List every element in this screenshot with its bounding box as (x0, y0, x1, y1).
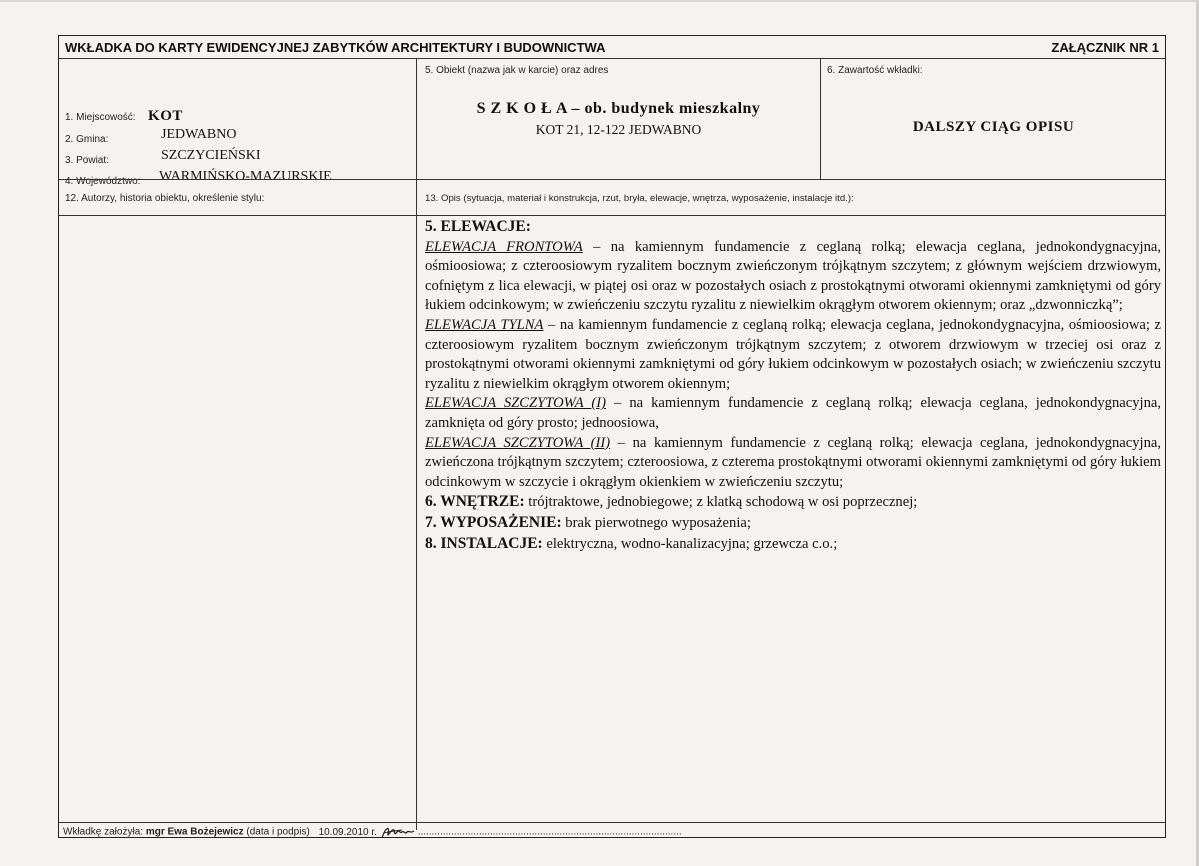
signature-dots: ............................................................................................... (417, 826, 682, 838)
equipment-paragraph (425, 513, 1161, 534)
miejscowosc-row (65, 107, 183, 125)
annex-label: ZAŁĄCZNIK NR 1 (1051, 40, 1159, 55)
left-column-divider (416, 58, 417, 830)
object-address: KOT 21, 12-122 JEDWABNO (535, 122, 702, 137)
form-frame (58, 35, 1166, 838)
gmina-label: 2. Gmina: (65, 134, 109, 145)
description-label: 13. Opis (sytuacja, materiał i konstrukcja, rzut, bryła, elewacje, wnętrza, wyposażenie, instalacje itd.): (425, 193, 854, 204)
gable2-paragraph (425, 434, 1161, 493)
powiat-value: SZCZYCIEŃSKI (161, 148, 261, 163)
powiat-label: 3. Powiat: (65, 155, 109, 166)
wojewodztwo-value: WARMIŃSKO-MAZURSKIE (159, 169, 332, 184)
upper-section-divider (59, 179, 1165, 180)
header-divider (59, 58, 1165, 59)
form-title: WKŁADKA DO KARTY EWIDENCYJNEJ ZABYTKÓW ARCHITEKTURY I BUDOWNICTWA (65, 40, 606, 55)
equipment-title: 7. WYPOSAŻENIE: (425, 513, 562, 531)
interior-title: 6. WNĘTRZE: (425, 493, 525, 511)
wojewodztwo-row (65, 171, 140, 189)
object-label: 5. Obiekt (nazwa jak w karcie) oraz adres (425, 65, 609, 76)
contents-value: DALSZY CIĄG OPISU (912, 119, 1075, 135)
gmina-value: JEDWABNO (161, 127, 237, 142)
description-body (425, 217, 1161, 554)
interior-paragraph (425, 492, 1161, 513)
object-name: S Z K O Ł A – ob. budynek mieszkalny (476, 100, 761, 117)
equipment-text: brak pierwotnego wyposażenia; (561, 514, 751, 531)
signature-scribble (380, 824, 418, 840)
authors-label: 12. Autorzy, historia obiektu, określenie stylu: (65, 193, 265, 204)
object-name-wrap (417, 100, 820, 118)
footer-author: mgr Ewa Bożejewicz (145, 826, 244, 838)
installations-title: 8. INSTALACJE: (425, 534, 543, 552)
rear-elevation-paragraph (425, 316, 1161, 394)
miejscowosc-value: KOT (148, 108, 183, 124)
footer-row (63, 824, 682, 840)
powiat-row (65, 150, 109, 168)
front-elevation-title: ELEWACJA FRONTOWA (425, 238, 583, 255)
front-elevation-text: – na kamiennym fundamencie z ceglaną rolką; elewacja ceglana, jednokondygnacyjna, ośmioosiowa; z czteroosiowym ryzalitem bocznym zwieńczonym trójkątnym szczytem; z głównym wejściem drzwiowym, cofniętym z lica elewacji, w piątej osi oraz w pozostałych osiach z prostokątnymi otworami okiennymi zamkniętymi od góry łukiem odcinkowym; w zwieńczeniu szczytu ryzalitu z niewielkim okrągłym otworem okiennym; oraz „dzwonniczką”; (425, 238, 1161, 314)
gable1-text: – na kamiennym fundamencie z ceglaną rolką; elewacja ceglana, jednokondygnacyjna, zamknięta od góry prosto; jednoosiowa, (425, 395, 1162, 431)
labels-divider (59, 215, 1165, 216)
interior-text: trójtraktowe, jednobiegowe; z klatką schodową w osi poprzecznej; (524, 494, 918, 511)
miejscowosc-label: 1. Miejscowość: (65, 112, 136, 123)
rear-elevation-title: ELEWACJA TYLNA (425, 316, 544, 333)
front-elevation-paragraph (425, 238, 1161, 316)
contents-label: 6. Zawartość wkładki: (827, 65, 923, 76)
installations-text: elektryczna, wodno-kanalizacyjna; grzewcza c.o.; (542, 535, 838, 552)
gable2-text: – na kamiennym fundamencie z ceglaną rolką; elewacja ceglana, jednokondygnacyjna, zwieńczona trójkątnym szczytem; czteroosiowa, z czterema prostokątnymi otworami okiennymi zamkniętymi od góry łukiem odcinkowym w szczycie i okrągłym okienkiem w zwieńczeniu szczytu; (425, 434, 1162, 490)
gable1-paragraph (425, 394, 1161, 433)
footer-date: 10.09.2010 r. (318, 826, 377, 838)
installations-paragraph (425, 534, 1161, 555)
footer-data-label: (data i podpis) (243, 826, 313, 838)
footer-prefix: Wkładkę założyła: (63, 826, 146, 838)
footer-divider (59, 822, 1165, 823)
wojewodztwo-label: 4. Województwo: (65, 176, 141, 187)
contents-value-wrap (821, 118, 1166, 136)
gable2-title: ELEWACJA SZCZYTOWA (II) (425, 434, 611, 451)
gable1-title: ELEWACJA SZCZYTOWA (I) (425, 395, 607, 412)
section-heading-elewacje: 5. ELEWACJE: (425, 218, 531, 235)
object-address-wrap (417, 121, 820, 139)
gmina-row (65, 129, 108, 147)
rear-elevation-text: – na kamiennym fundamencie z ceglaną rolką; elewacja ceglana, jednokondygnacyjna, ośmioosiowa; z czteroosiowym ryzalitem bocznym zwieńczonym trójkątnym szczytem; z otworem drzwiowym w trzeciej osi oraz z prostokątnymi otworami okiennymi zamkniętymi od góry łukiem odcinkowym w pozostałych osiach; w zwieńczeniu szczytu ryzalitu z niewielkim okrągłym otworem okiennym; (425, 316, 1161, 392)
